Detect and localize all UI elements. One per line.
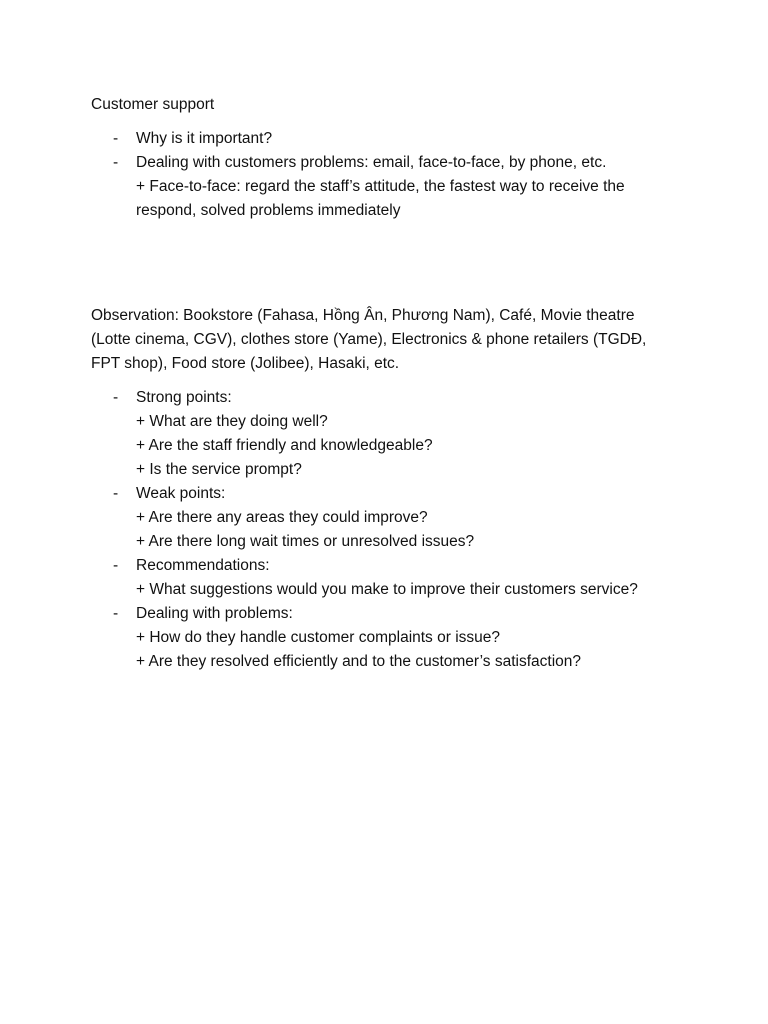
list-item-text: Weak points: <box>136 485 226 502</box>
support-list <box>91 127 625 223</box>
sub-point: respond, solved problems immediately <box>136 202 401 219</box>
sub-point: + Is the service prompt? <box>136 461 302 478</box>
observation-line: Observation: Bookstore (Fahasa, Hồng Ân, Phương Nam), Café, Movie theatre <box>91 307 635 324</box>
sub-point: + Are there any areas they could improve? <box>136 509 428 526</box>
list-item-text: Dealing with customers problems: email, face-to-face, by phone, etc. <box>136 154 607 171</box>
sub-point: + How do they handle customer complaints or issue? <box>136 629 501 646</box>
list-item-text: Why is it important? <box>136 130 273 147</box>
bullet-dash: - <box>113 154 119 171</box>
observation-paragraph <box>91 304 691 376</box>
sub-point: + What are they doing well? <box>136 413 328 430</box>
bullet-dash: - <box>113 130 119 147</box>
list-item <box>91 482 638 554</box>
list-item <box>91 554 638 602</box>
sub-point: + Face-to-face: regard the staff’s attitude, the fastest way to receive the <box>136 178 625 195</box>
sub-point: + Are the staff friendly and knowledgeable? <box>136 437 433 454</box>
list-item <box>91 386 638 482</box>
list-item-text: Strong points: <box>136 389 232 406</box>
sub-point: + What suggestions would you make to improve their customers service? <box>136 581 638 598</box>
bullet-dash: - <box>113 605 119 622</box>
bullet-dash: - <box>113 485 119 502</box>
section-heading: Customer support <box>91 96 215 113</box>
list-item <box>91 151 625 223</box>
observation-line: (Lotte cinema, CGV), clothes store (Yame), Electronics & phone retailers (TGDĐ, <box>91 331 647 348</box>
bullet-dash: - <box>113 557 119 574</box>
bullet-dash: - <box>113 389 119 406</box>
list-item <box>91 602 638 674</box>
observation-line: FPT shop), Food store (Jolibee), Hasaki, etc. <box>91 355 400 372</box>
sub-point: + Are there long wait times or unresolved issues? <box>136 533 475 550</box>
list-item <box>91 127 625 151</box>
sub-point: + Are they resolved efficiently and to the customer’s satisfaction? <box>136 653 582 670</box>
list-item-text: Dealing with problems: <box>136 605 293 622</box>
observation-list <box>91 386 638 674</box>
list-item-text: Recommendations: <box>136 557 270 574</box>
